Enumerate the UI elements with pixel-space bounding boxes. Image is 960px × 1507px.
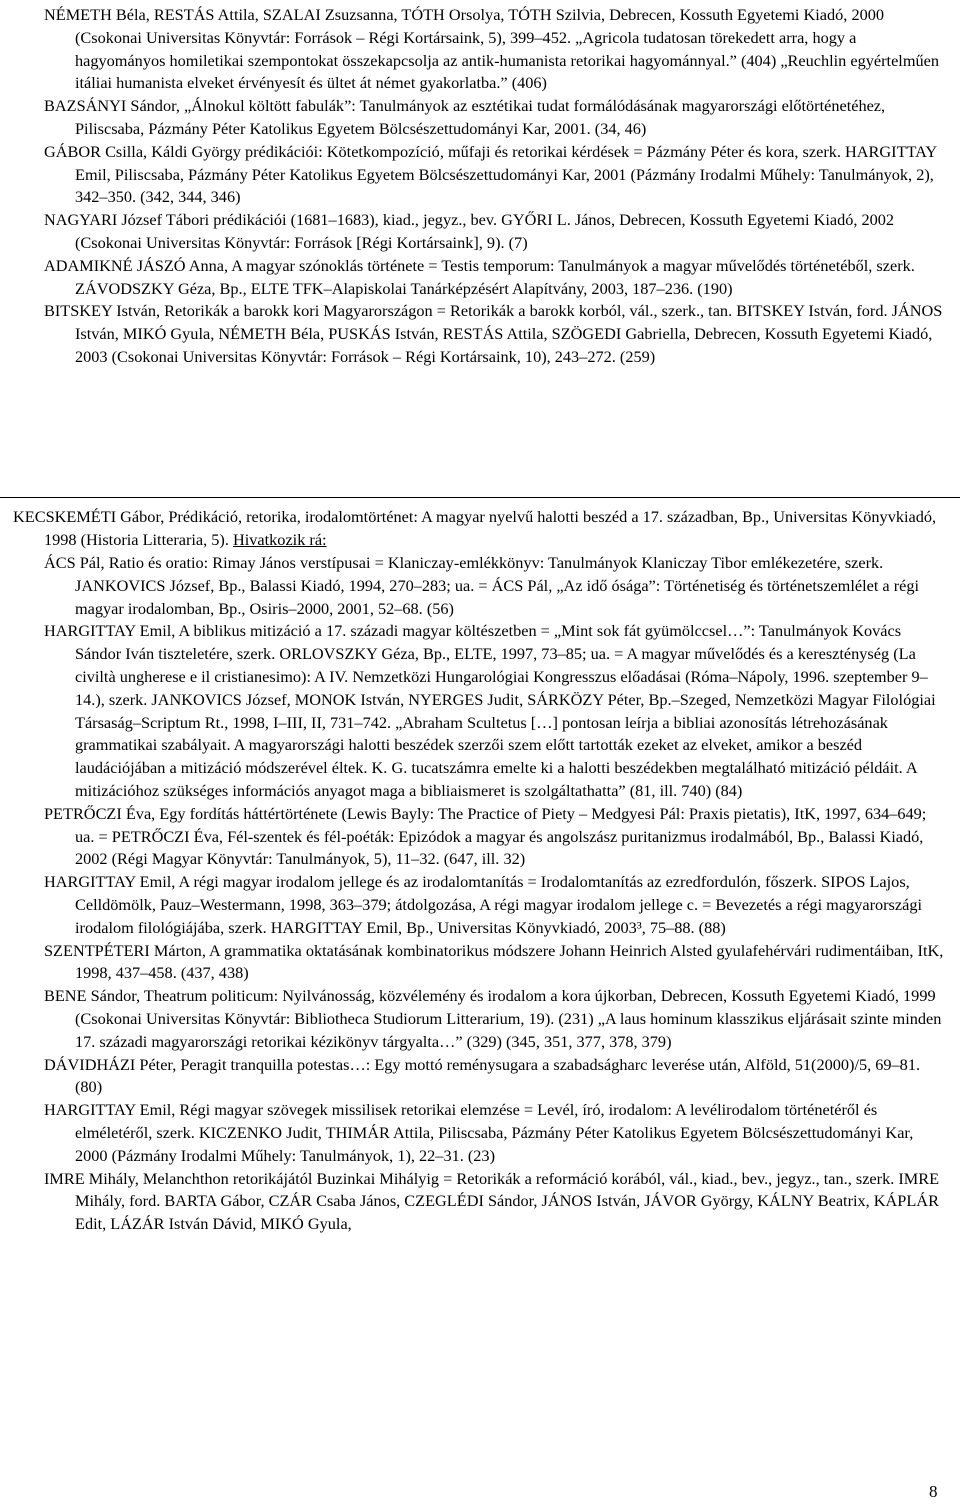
page-number: 8 xyxy=(929,1482,938,1501)
bibliography-section-1 xyxy=(44,4,944,369)
cited-by-link[interactable]: Hivatkozik rá: xyxy=(233,529,327,549)
citing-entry: SZENTPÉTERI Márton, A grammatika oktatásának kombinatorikus módszere Johann Heinrich Alsted gyulafehérvári rudimentáiban, ItK, 1998, 437–458. (437, 438) xyxy=(44,940,944,983)
citing-entry: IMRE Mihály, Melanchthon retorikájától Buzinkai Mihályig = Retorikák a reformáció korából, vál., kiad., bev., jegyz., tan., szerk. IMRE Mihály, ford. BARTA Gábor, CZÁR Csaba János, CZEGLÉDI Sándor, JÁNOS István, JÁVOR György, KÁLNY Beatrix, KÁPLÁR Edit, LÁZÁR István Dávid, MIKÓ Gyula, xyxy=(44,1168,940,1234)
bibliography-entry: NAGYARI József Tábori prédikációi (1681–1683), kiad., jegyz., bev. GYŐRI L. János, Debrecen, Kossuth Egyetemi Kiadó, 2002 (Csokonai Universitas Könyvtár: Források [Régi Kortársaink], 9). (7) xyxy=(44,210,895,252)
citing-entry: HARGITTAY Emil, A biblikus mitizáció a 17. századi magyar költészetben = „Mint sok fát gyümölccsel…”: Tanulmányok Kovács Sándor Iván tiszteletére, szerk. ORLOVSZKY Géza, Bp., ELTE, 1997, 73–85; ua. = A magyar művelődés és a kereszténység (La civiltà ungherese e il cristianesimo): A IV. Nemzetközi Hungarológiai Kongresszus előadásai (Róma–Nápoly, 1996. szeptember 9–14.), szerk. JANKOVICS József, MONOK István, NYERGES Judit, SÁRKÖZY Péter, Bp.–Szeged, Nemzetközi Magyar Filológiai Társaság–Scriptum Rt., 1998, I–III, II, 731–742. „Abraham Scultetus […] pontosan leírja a bibliai azonosítás létrehozásának grammatikai szabályait. A magyarországi halotti beszédek szerzői szem előtt tartották ezeket az elveket, amikor a beszéd laudációjában a mitizáció módszerével éltek. K. G. tucatszámra emelte ki a halotti beszédekben megtalálható mitizáció példáit. A mitizációhoz szükséges információs anyagot maga a bibliaismeret is szolgáltathatta” (81, ill. 740) (84) xyxy=(44,621,936,800)
main-work-citation xyxy=(13,506,941,552)
citing-entry: DÁVIDHÁZI Péter, Peragit tranquilla potestas…: Egy mottó reménysugara a szabadságharc leverése után, Alföld, 51(2000)/5, 69–81. (80) xyxy=(44,1054,921,1097)
citing-entry: PETRŐCZI Éva, Egy fordítás háttértörténete (Lewis Bayly: The Practice of Piety – Medgyesi Pál: Praxis pietatis), ItK, 1997, 634–649; ua. = PETRŐCZI Éva, Fél-szentek és fél-poéták: Epizódok a magyar és angolszász puritanizmus irodalmából, Bp., Balassi Kiadó, 2002 (Régi Magyar Könyvtár: Tanulmányok, 5), 11–32. (647, ill. 32) xyxy=(44,803,927,869)
bibliography-entry: NÉMETH Béla, RESTÁS Attila, SZALAI Zsuzsanna, TÓTH Orsolya, TÓTH Szilvia, Debrecen, Kossuth Egyetemi Kiadó, 2000 (Csokonai Universitas Könyvtár: Források – Régi Kortársaink, 5), 399–452. „Agricola tudatosan törekedett arra, hogy a hagyományos homiletikai szempontokat összekapcsolja az antik-humanista retorikai hagyománnyal.” (404) „Reuchlin egyértelműen itáliai humanista elveket érvényesít és ültet át német gyakorlatba.” (406) xyxy=(44,5,939,93)
main-work-entry xyxy=(13,506,941,552)
citing-entry: HARGITTAY Emil, A régi magyar irodalom jellege és az irodalomtanítás = Irodalomtanítás az ezredfordulón, főszerk. SIPOS Lajos, Celldömölk, Pauz–Westermann, 1998, 363–379; átdolgozása, A régi magyar irodalom jellege c. = Bevezetés a régi magyarországi irodalom filológiájába, szerk. HARGITTAY Emil, Bp., Universitas Könyvkiadó, 2003³, 75–88. (88) xyxy=(44,872,923,937)
citing-entry: HARGITTAY Emil, Régi magyar szövegek missilisek retorikai elemzése = Levél, író, irodalom: A levélirodalom történetéről és elméletéről, szerk. KICZENKO Judit, THIMÁR Attila, Piliscsaba, Pázmány Péter Katolikus Egyetem Bölcsészettudományi Kar, 2000 (Pázmány Irodalmi Műhely: Tanulmányok, 1), 22–31. (23) xyxy=(44,1100,914,1165)
bibliography-entry: GÁBOR Csilla, Káldi György prédikációi: Kötetkompozíció, műfaji és retorikai kérdések = Pázmány Péter és kora, szerk. HARGITTAY Emil, Piliscsaba, Pázmány Péter Katolikus Egyetem Bölcsészettudományi Kar, 2001 (Pázmány Irodalmi Műhely: Tanulmányok, 2), 342–350. (342, 344, 346) xyxy=(44,141,937,207)
bibliography-entry: BITSKEY István, Retorikák a barokk kori Magyarországon = Retorikák a barokk korból, vál., szerk., tan. BITSKEY István, ford. JÁNOS István, MIKÓ Gyula, NÉMETH Béla, PUSKÁS István, RESTÁS Attila, SZÖGEDI Gabriella, Debrecen, Kossuth Egyetemi Kiadó, 2003 (Csokonai Universitas Könyvtár: Források – Régi Kortársaink, 10), 243–272. (259) xyxy=(44,301,943,366)
bibliography-entry: BAZSÁNYI Sándor, „Álnokul költött fabulák”: Tanulmányok az esztétikai tudat formálódásának magyarországi előtörténetéhez, Piliscsaba, Pázmány Péter Katolikus Egyetem Bölcsészettudományi Kar, 2001. (34, 46) xyxy=(44,96,886,138)
citing-works-list xyxy=(44,552,944,1236)
section-divider xyxy=(0,497,960,498)
main-work-text: KECSKEMÉTI Gábor, Prédikáció, retorika, irodalomtörténet: A magyar nyelvű halotti beszéd a 17. században, Bp., Universitas Könyvkiadó, 1998 (Historia Litteraria, 5). xyxy=(13,507,937,549)
citing-entry: ÁCS Pál, Ratio és oratio: Rimay János verstípusai = Klaniczay-emlékkönyv: Tanulmányok Klaniczay Tibor emlékezetére, szerk. JANKOVICS József, Bp., Balassi Kiadó, 1994, 270–283; ua. = ÁCS Pál, „Az idő ósága”: Történetiség és történetszemlélet a régi magyar irodalomban, Bp., Osiris–2000, 2001, 52–68. (56) xyxy=(44,553,920,618)
bibliography-entry: ADAMIKNÉ JÁSZÓ Anna, A magyar szónoklás története = Testis temporum: Tanulmányok a magyar művelődés történetéből, szerk. ZÁVODSZKY Géza, Bp., ELTE TFK–Alapiskolai Tanárképzésért Alapítvány, 2003, 187–236. (190) xyxy=(44,255,915,298)
citing-entry: BENE Sándor, Theatrum politicum: Nyilvánosság, közvélemény és irodalom a kora újkorban, Debrecen, Kossuth Egyetemi Kiadó, 1999 (Csokonai Universitas Könyvtár: Bibliotheca Studiorum Litterarium, 19). (231) „A laus hominum klasszikus eljárásait szinte minden 17. századi magyarországi retorikai kézikönyv tárgyalta…” (329) (345, 351, 377, 378, 379) xyxy=(44,986,942,1051)
